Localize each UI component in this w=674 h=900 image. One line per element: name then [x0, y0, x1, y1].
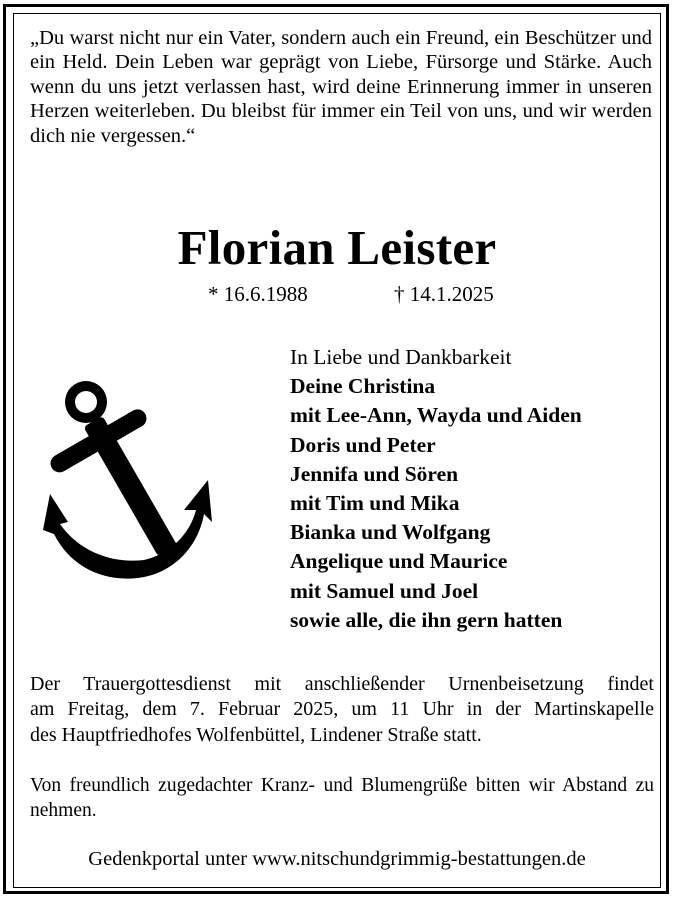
anchor-icon [38, 372, 214, 580]
mourner-line: Jennifa und Sören [290, 461, 459, 486]
mourner-line: Bianka und Wolfgang [290, 520, 491, 545]
death-date: † 14.1.2025 [394, 282, 494, 306]
memorial-portal-link[interactable]: Gedenkportal unter www.nitschundgrimmig-bestattungen.de [88, 848, 586, 870]
mourner-line: mit Lee-Ann, Wayda und Aiden [290, 403, 582, 428]
memorial-quote: „Du warst nicht nur ein Vater, sondern auch ein Freund, ein Beschützer und ein Held. Dein Leben war geprägt von Liebe, Fürsorge und Stärke. Auch wenn du uns jetzt verlassen hast, wird deine Erinnerung immer in unseren Herzen weiterleben. Du bleibst für immer ein Teil von uns, und wir werden dich nie vergessen.“ [30, 27, 652, 147]
service-line: am Freitag, dem 7. Februar 2025, um 11 Uhr in der Martinskapelle [30, 698, 654, 721]
mourner-line: Angelique und Maurice [290, 549, 508, 574]
mourners-intro: In Liebe und Dankbarkeit [290, 345, 512, 369]
mourner-line: mit Tim und Mika [290, 491, 460, 516]
mourner-line: mit Samuel und Joel [290, 578, 479, 603]
mourners-list [290, 343, 660, 635]
funeral-service-info [30, 672, 654, 748]
mourner-line: Doris und Peter [290, 432, 436, 457]
mourner-line: Deine Christina [290, 374, 436, 399]
service-line: des Hauptfriedhofes Wolfenbüttel, Lindener Straße statt. [30, 723, 482, 746]
deceased-name: Florian Leister [177, 220, 497, 275]
flowers-notice: Von freundlich zugedachter Kranz- und Blumengrüße bitten wir Abstand zu nehmen. [30, 775, 654, 821]
service-line: Der Trauergottesdienst mit anschließender Urnenbeisetzung findet [30, 673, 654, 695]
mourner-line: sowie alle, die ihn gern hatten [290, 607, 563, 632]
birth-date: * 16.6.1988 [208, 282, 308, 306]
